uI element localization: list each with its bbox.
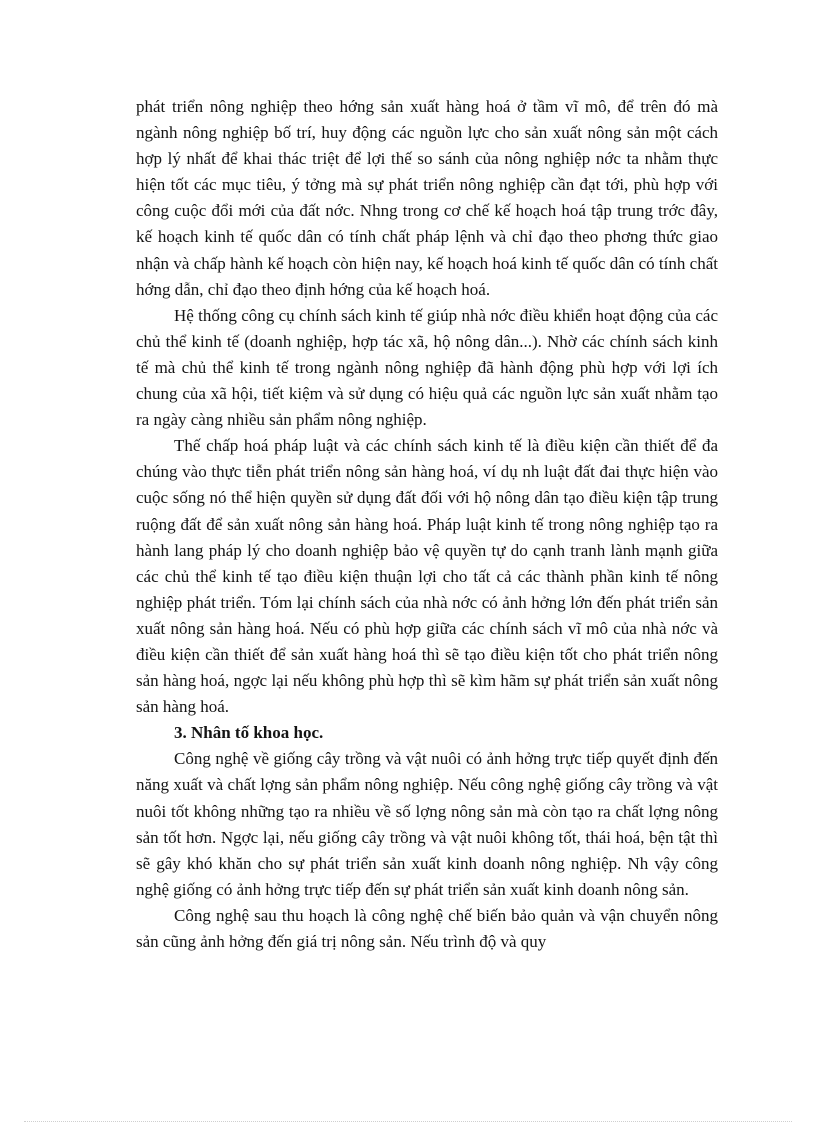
section-heading: 3. Nhân tố khoa học.: [174, 723, 324, 743]
paragraph-1: phát triển nông nghiệp theo hớng sản xuất hàng hoá ở tầm vĩ mô, để trên đó mà ngành nông nghiệp bố trí, huy động các nguồn lực cho sản xuất nông sản một cách hợp lý nhất để khai thác triệt để lợi thế so sánh của nông nghiệp nớc ta nhằm thực hiện tốt các mục tiêu, ý tởng mà sự phát triển nông nghiệp cần đạt tới, phù hợp với công cuộc đổi mới của đất nớc. Nhng trong cơ chế kế hoạch hoá tập trung trớc đây, kế hoạch kinh tế quốc dân có tính chất pháp lệnh và chỉ đạo theo phơng thức giao nhận và chấp hành kế hoạch còn hiện nay, kế hoạch hoá kinh tế quốc dân có tính chất hớng dẫn, chỉ đạo theo định hớng của kế hoạch hoá.: [136, 97, 718, 299]
paragraph-2: Hệ thống công cụ chính sách kinh tế giúp nhà nớc điều khiển hoạt động của các chủ thể kinh tế (doanh nghiệp, hợp tác xã, hộ nông dân...). Nhờ các chính sách kinh tế mà chủ thể kinh tế trong ngành nông nghiệp đã hành động phù hợp với lợi ích chung của xã hội, tiết kiệm và sử dụng có hiệu quả các nguồn lực sản xuất nhằm tạo ra ngày càng nhiều sản phẩm nông nghiệp.: [136, 305, 718, 430]
section-paragraph-2: Công nghệ sau thu hoạch là công nghệ chế biến bảo quản và vận chuyển nông sản cũng ảnh hởng đến giá trị nông sản. Nếu trình độ và quy: [136, 905, 718, 951]
section-paragraph-1: Công nghệ về giống cây trồng và vật nuôi có ảnh hởng trực tiếp quyết định đến năng xuất và chất lợng sản phẩm nông nghiệp. Nếu công nghệ giống cây trồng và vật nuôi tốt không những tạo ra nhiều về số lợng nông sản mà còn tạo ra chất lợng nông sản tốt hơn. Ngợc lại, nếu giống cây trồng và vật nuôi không tốt, thái hoá, bện tật thì sẽ gây khó khăn cho sự phát triển sản xuất kinh doanh nông nghiệp. Nh vậy công nghệ giống có ảnh hởng trực tiếp đến sự phát triển sản xuất kinh doanh nông sản.: [136, 749, 718, 899]
page-bottom-divider: [24, 1121, 792, 1122]
paragraph-3: Thế chấp hoá pháp luật và các chính sách kinh tế là điều kiện cần thiết để đa chúng vào thực tiễn phát triển nông sản hàng hoá, ví dụ nh luật đất đai thực hiện vào cuộc sống nó thể hiện quyền sử dụng đất đối với hộ nông dân tạo điều kiện tập trung ruộng đất để sản xuất nông sản hàng hoá. Pháp luật kinh tế trong nông nghiệp tạo ra hành lang pháp lý cho doanh nghiệp bảo vệ quyền tự do cạnh tranh lành mạnh giữa các chủ thể kinh tế tạo điều kiện thuận lợi cho tất cả các thành phần kinh tế nông nghiệp phát triển. Tóm lại chính sách của nhà nớc có ảnh hởng lớn đến phát triển sản xuất nông sản hàng hoá. Nếu có phù hợp giữa các chính sách vĩ mô của nhà nớc và điều kiện cần thiết để sản xuất hàng hoá thì sẽ tạo điều kiện tốt cho phát triển nông sản hàng hoá, ngợc lại nếu không phù hợp thì sẽ kìm hãm sự phát triển sản xuất nông sản hàng hoá.: [136, 436, 718, 717]
document-page: [136, 94, 718, 955]
